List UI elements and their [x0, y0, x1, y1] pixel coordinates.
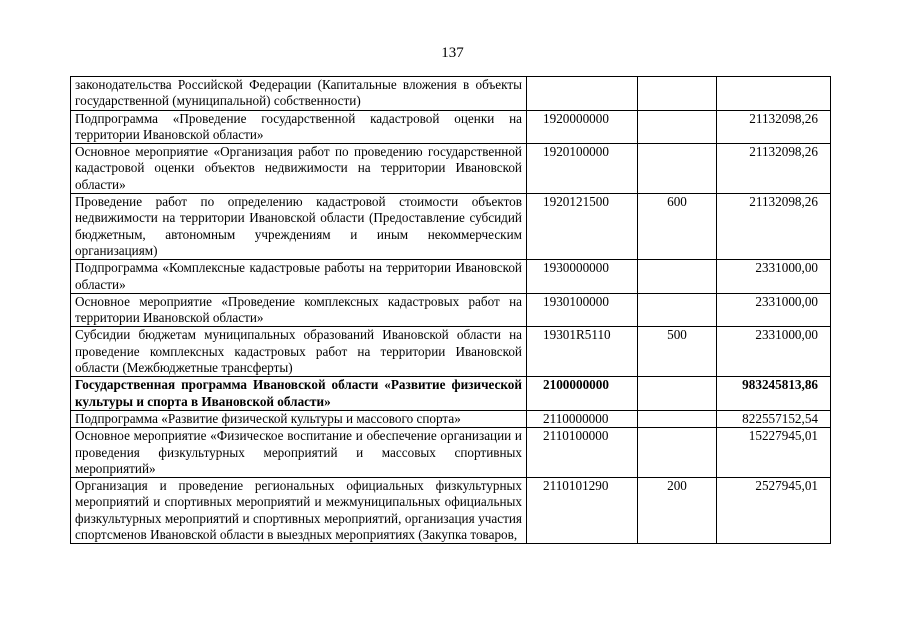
row-code-cell: 2110000000 — [527, 410, 638, 427]
row-name-cell: Подпрограмма «Проведение государственной кадастровой оценки на территории Ивановской области» — [71, 110, 527, 144]
row-code-cell: 1920100000 — [527, 144, 638, 194]
table-row — [71, 410, 831, 427]
row-code-cell: 1920121500 — [527, 194, 638, 260]
row-type-cell: 200 — [638, 478, 717, 544]
row-code-cell: 1930100000 — [527, 293, 638, 327]
budget-table — [70, 76, 831, 544]
row-sum-cell: 822557152,54 — [717, 410, 831, 427]
table-row-program — [71, 377, 831, 411]
row-type-cell: 600 — [638, 194, 717, 260]
row-sum-cell: 2527945,01 — [717, 478, 831, 544]
row-name-cell: законодательства Российской Федерации (Капитальные вложения в объекты государственной (муниципальной) собственности) — [71, 77, 527, 111]
table-row — [71, 327, 831, 377]
row-type-cell — [638, 77, 717, 111]
row-name-cell: Основное мероприятие «Организация работ по проведению государственной кадастровой оценки объектов недвижимости на территории Ивановской области» — [71, 144, 527, 194]
row-name-cell: Государственная программа Ивановской области «Развитие физической культуры и спорта в Ивановской области» — [71, 377, 527, 411]
row-type-cell — [638, 260, 717, 294]
table-row — [71, 478, 831, 544]
row-sum-cell: 21132098,26 — [717, 144, 831, 194]
page-number: 137 — [441, 45, 464, 61]
row-name-cell: Организация и проведение региональных официальных физкультурных мероприятий и спортивных мероприятий и межмуниципальных официальных физкультурных мероприятий и спортивных мероприятий, организация участия спортсменов Ивановской области в выездных мероприятиях (Закупка товаров, — [71, 478, 527, 544]
row-type-cell — [638, 110, 717, 144]
row-sum-cell: 2331000,00 — [717, 293, 831, 327]
row-type-cell: 500 — [638, 327, 717, 377]
row-sum-cell: 21132098,26 — [717, 194, 831, 260]
row-code-cell: 2110101290 — [527, 478, 638, 544]
row-code-cell: 1930000000 — [527, 260, 638, 294]
row-name-cell: Подпрограмма «Развитие физической культуры и массового спорта» — [71, 410, 527, 427]
table-row — [71, 260, 831, 294]
row-code-cell: 1920000000 — [527, 110, 638, 144]
row-name-cell: Проведение работ по определению кадастровой стоимости объектов недвижимости на территории Ивановской области (Предоставление субсидий бюджетным, автономным учреждениям и иным некоммерческим организациям) — [71, 194, 527, 260]
row-type-cell — [638, 293, 717, 327]
table-row — [71, 293, 831, 327]
row-name-cell: Подпрограмма «Комплексные кадастровые работы на территории Ивановской области» — [71, 260, 527, 294]
row-type-cell — [638, 410, 717, 427]
row-code-cell: 2110100000 — [527, 428, 638, 478]
row-type-cell — [638, 428, 717, 478]
row-code-cell: 19301R5110 — [527, 327, 638, 377]
row-type-cell — [638, 377, 717, 411]
row-name-cell: Субсидии бюджетам муниципальных образований Ивановской области на проведение комплексных кадастровых работ на территории Ивановской области (Межбюджетные трансферты) — [71, 327, 527, 377]
table-row — [71, 144, 831, 194]
row-sum-cell: 21132098,26 — [717, 110, 831, 144]
row-sum-cell: 983245813,86 — [717, 377, 831, 411]
row-name-cell: Основное мероприятие «Физическое воспитание и обеспечение организации и проведения физкультурных мероприятий и массовых спортивных мероприятий» — [71, 428, 527, 478]
row-sum-cell — [717, 77, 831, 111]
row-type-cell — [638, 144, 717, 194]
row-code-cell — [527, 77, 638, 111]
row-sum-cell: 2331000,00 — [717, 327, 831, 377]
row-code-cell: 2100000000 — [527, 377, 638, 411]
row-name-cell: Основное мероприятие «Проведение комплексных кадастровых работ на территории Ивановской области» — [71, 293, 527, 327]
row-sum-cell: 2331000,00 — [717, 260, 831, 294]
row-sum-cell: 15227945,01 — [717, 428, 831, 478]
table-row — [71, 428, 831, 478]
table-row — [71, 194, 831, 260]
table-row — [71, 110, 831, 144]
table-row — [71, 77, 831, 111]
